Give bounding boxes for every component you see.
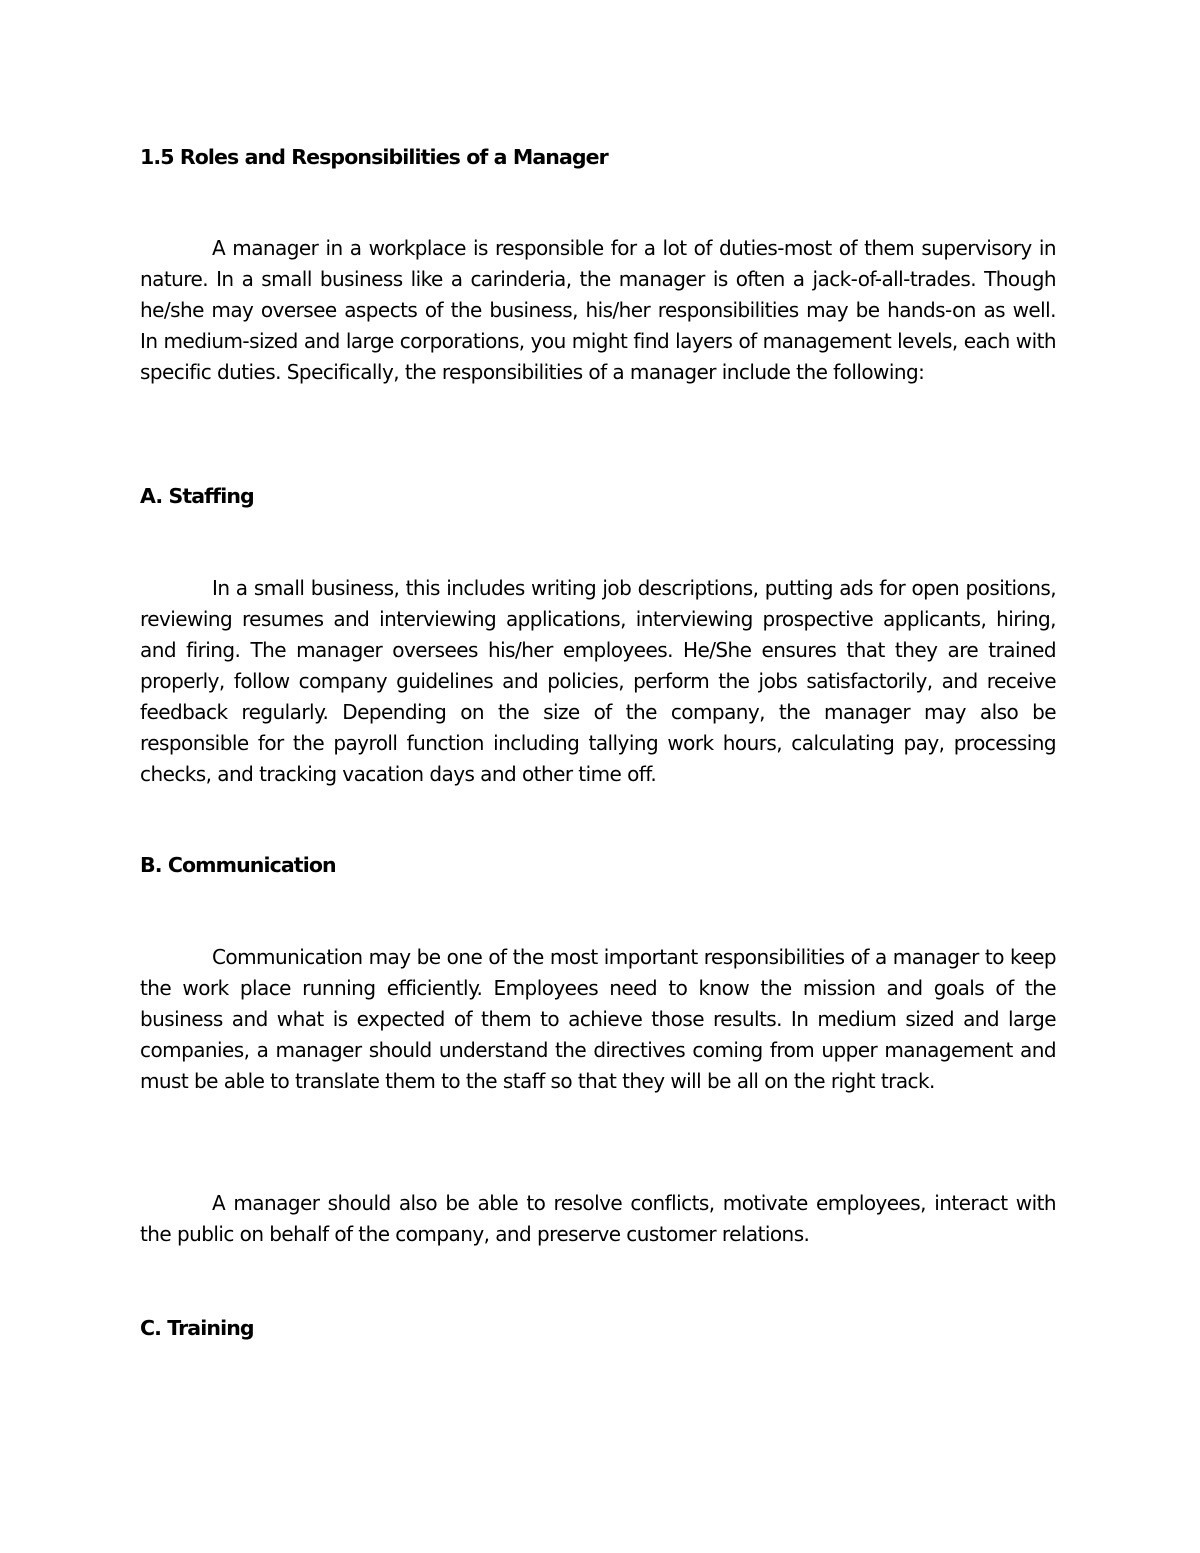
intro-paragraph: A manager in a workplace is responsible for a lot of duties-most of them supervisory in nature. In a small business like a carinderia, the manager is often a jack-of-all-trades. Though he/she may oversee aspects of the business, his/her responsibilities may be hands-on as well. In medium-sized and large corporations, you might find layers of management levels, each with specific duties. Specifically, the responsibilities of a manager include the following: xyxy=(140,236,1056,384)
section-heading-communication: B. Communication xyxy=(140,853,336,877)
communication-paragraph-2: A manager should also be able to resolve conflicts, motivate employees, interact with the public on behalf of the company, and preserve customer relations. xyxy=(140,1191,1056,1246)
document-title: 1.5 Roles and Responsibilities of a Manager xyxy=(140,145,608,169)
staffing-paragraph: In a small business, this includes writing job descriptions, putting ads for open positions, reviewing resumes and interviewing applications, interviewing prospective applicants, hiring, and firing. The manager oversees his/her employees. He/She ensures that they are trained properly, follow company guidelines and policies, perform the jobs satisfactorily, and receive feedback regularly. Depending on the size of the company, the manager may also be responsible for the payroll function including tallying work hours, calculating pay, processing checks, and tracking vacation days and other time off. xyxy=(140,576,1056,786)
section-heading-staffing: A. Staffing xyxy=(140,484,254,508)
section-heading-training: C. Training xyxy=(140,1316,254,1340)
communication-paragraph-1: Communication may be one of the most important responsibilities of a manager to keep the work place running efficiently. Employees need to know the mission and goals of the business and what is expected of them to achieve those results. In medium sized and large companies, a manager should understand the directives coming from upper management and must be able to translate them to the staff so that they will be all on the right track. xyxy=(140,945,1056,1093)
